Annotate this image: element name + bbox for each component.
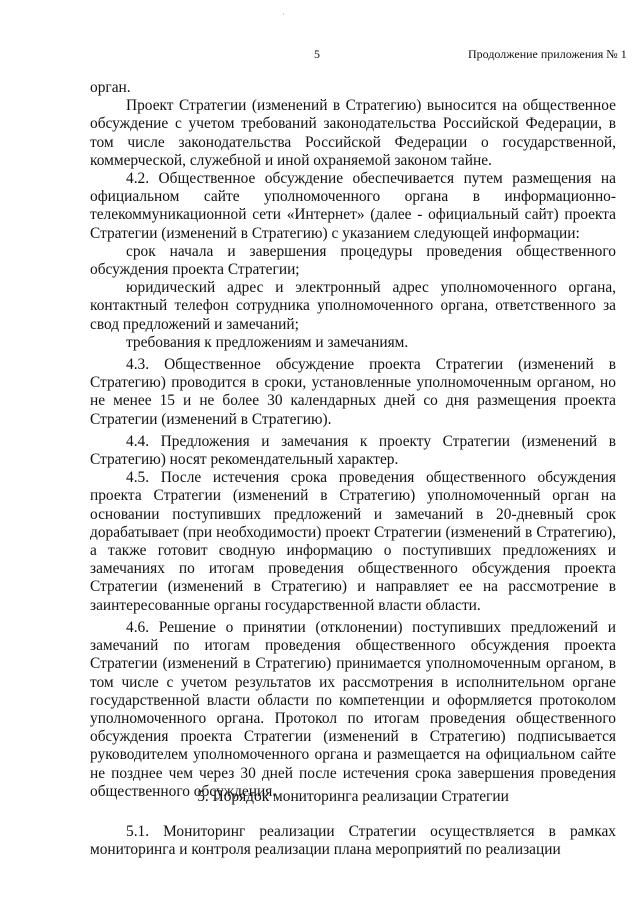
scan-mark: · bbox=[282, 10, 285, 19]
paragraph-4-5: 4.5. После истечения срока проведения общественного обсуждения проекта Стратегии (изменений в Стратегию) уполномоченный орган на основании поступивших предложений и замечаний в 20-дневный срок дорабатывает (при необходимости) проект Стратегии (изменений в Стратегию), а также готовит сводную информацию о поступивших предложениях и замечаниях по итогам проведения общественного обсуждения проекта Стратегии (изменений в Стратегию) и направляет ее на рассмотрение в заинтересованные органы государственной власти области. bbox=[90, 469, 616, 614]
document-body bbox=[90, 79, 616, 801]
list-item-deadline: срок начала и завершения процедуры проведения общественного обсуждения проекта Стратегии; bbox=[90, 242, 616, 279]
page-number: 5 bbox=[314, 47, 320, 61]
paragraph-4-2: 4.2. Общественное обсуждение обеспечивается путем размещения на официальном сайте уполномоченного органа в информационно-телекоммуникационной сети «Интернет» (далее - официальный сайт) проекта Стратегии (изменений в Стратегию) с указанием следующей информации: bbox=[90, 170, 616, 242]
paragraph-4-6: 4.6. Решение о принятии (отклонении) поступивших предложений и замечаний по итогам проведения общественного обсуждения проекта Стратегии (изменений в Стратегию) принимается уполномоченным органом, в том числе с учетом результатов их рассмотрения в исполнительном органе государственной власти области по компетенции и оформляется протоколом уполномоченного органа. Протокол по итогам проведения общественного обсуждения проекта Стратегии (изменений в Стратегию) подписывается руководителем уполномоченного органа и размещается на официальном сайте не позднее чем через 30 дней после истечения срока завершения проведения общественного обсуждения. bbox=[90, 618, 616, 800]
paragraph-4-4: 4.4. Предложения и замечания к проекту Стратегии (изменений в Стратегию) носят рекомендательный характер. bbox=[90, 432, 616, 469]
paragraph-4-3: 4.3. Общественное обсуждение проекта Стратегии (изменений в Стратегию) проводится в сроки, установленные уполномоченным органом, но не менее 15 и не более 30 календарных дней со дня размещения проекта Стратегии (изменений в Стратегию). bbox=[90, 356, 616, 428]
section-5-body bbox=[90, 823, 616, 859]
section-5-heading: 5. Порядок мониторинга реализации Стратегии bbox=[197, 788, 509, 805]
list-item-requirements: требования к предложениям и замечаниям. bbox=[126, 333, 409, 351]
paragraph-public-discussion: Проект Стратегии (изменений в Стратегию) выносится на общественное обсуждение с учетом требований законодательства Российской Федерации, в том числе законодательства Российской Федерации о государственной, коммерческой, служебной и иной охраняемой законом тайне. bbox=[90, 97, 616, 169]
paragraph-5-1: 5.1. Мониторинг реализации Стратегии осуществляется в рамках мониторинга и контроля реализации плана мероприятий по реализации bbox=[90, 823, 616, 859]
appendix-continuation-note: Продолжение приложения № 1 bbox=[468, 47, 627, 61]
list-item-address: юридический адрес и электронный адрес уполномоченного органа, контактный телефон сотрудника уполномоченного органа, ответственного за свод предложений и замечаний; bbox=[90, 279, 616, 333]
paragraph-continuation: орган. bbox=[90, 79, 131, 96]
